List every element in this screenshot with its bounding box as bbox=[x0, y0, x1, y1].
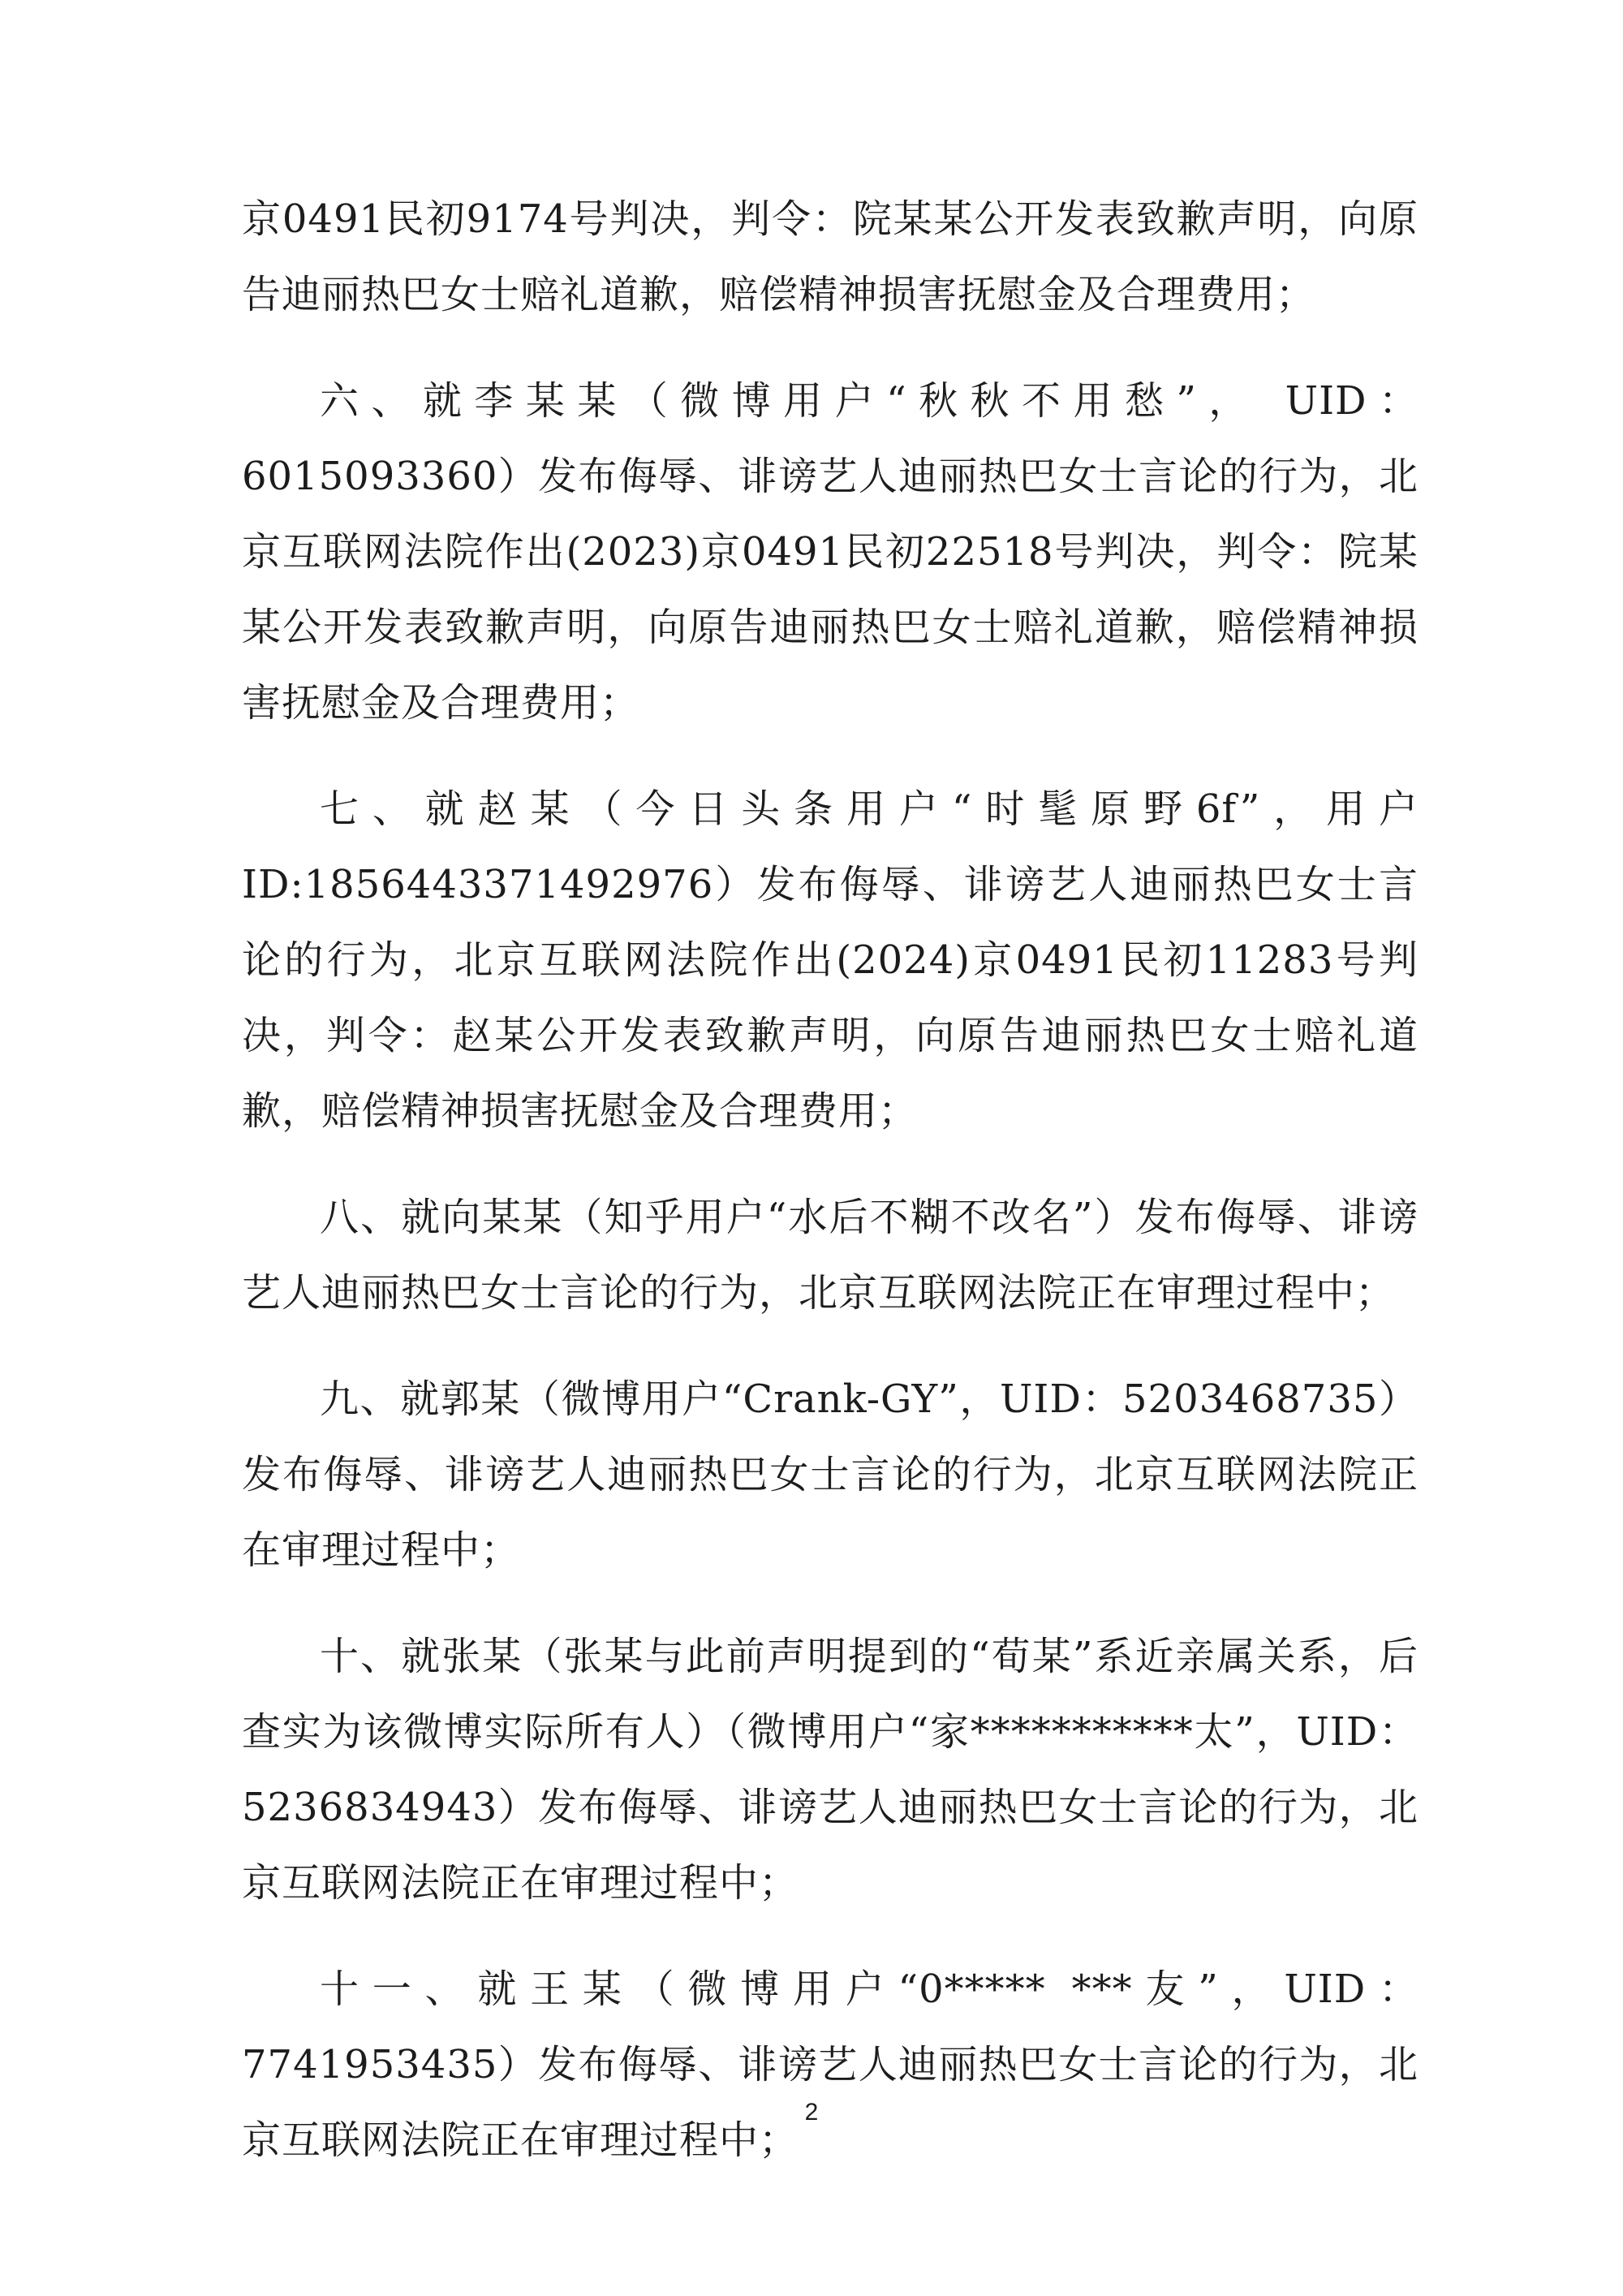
paragraph-item-10: 十、就张某（张某与此前声明提到的“荀某”系近亲属关系，后查实为该微博实际所有人）（微博用户“家***********太”，UID：5236834943）发布侮辱、诽谤艺人迪丽热巴女士言论的行为，北京互联网法院正在审理过程中； bbox=[242, 1634, 1419, 1906]
paragraph-item-11: 十一、就王某（微博用户“0***** ***友”，UID：7741953435）发布侮辱、诽谤艺人迪丽热巴女士言论的行为，北京互联网法院正在审理过程中； bbox=[242, 1966, 1419, 2163]
document-body bbox=[242, 182, 1419, 2209]
paragraph-item-6: 六、就李某某（微博用户“秋秋不用愁”， UID：6015093360）发布侮辱、诽谤艺人迪丽热巴女士言论的行为，北京互联网法院作出(2023)京0491民初22518号判决，判令：院某某公开发表致歉声明，向原告迪丽热巴女士赔礼道歉，赔偿精神损害抚慰金及合理费用； bbox=[242, 378, 1419, 726]
paragraph-item-7: 七、就赵某（今日头条用户“时髦原野6f”，用户ID:1856443371492976）发布侮辱、诽谤艺人迪丽热巴女士言论的行为，北京互联网法院作出(2024)京0491民初11283号判决，判令：赵某公开发表致歉声明，向原告迪丽热巴女士赔礼道歉，赔偿精神损害抚慰金及合理费用； bbox=[242, 786, 1419, 1134]
page-number: 2 bbox=[804, 2099, 819, 2126]
paragraph-item-8: 八、就向某某（知乎用户“水后不糊不改名”）发布侮辱、诽谤艺人迪丽热巴女士言论的行为，北京互联网法院正在审理过程中； bbox=[242, 1195, 1419, 1316]
paragraph-item-9: 九、就郭某（微博用户“Crank-GY”，UID：5203468735）发布侮辱、诽谤艺人迪丽热巴女士言论的行为，北京互联网法院正在审理过程中； bbox=[242, 1376, 1419, 1573]
paragraph-continued: 京0491民初9174号判决，判令：院某某公开发表致歉声明，向原告迪丽热巴女士赔礼道歉，赔偿精神损害抚慰金及合理费用； bbox=[242, 196, 1419, 317]
